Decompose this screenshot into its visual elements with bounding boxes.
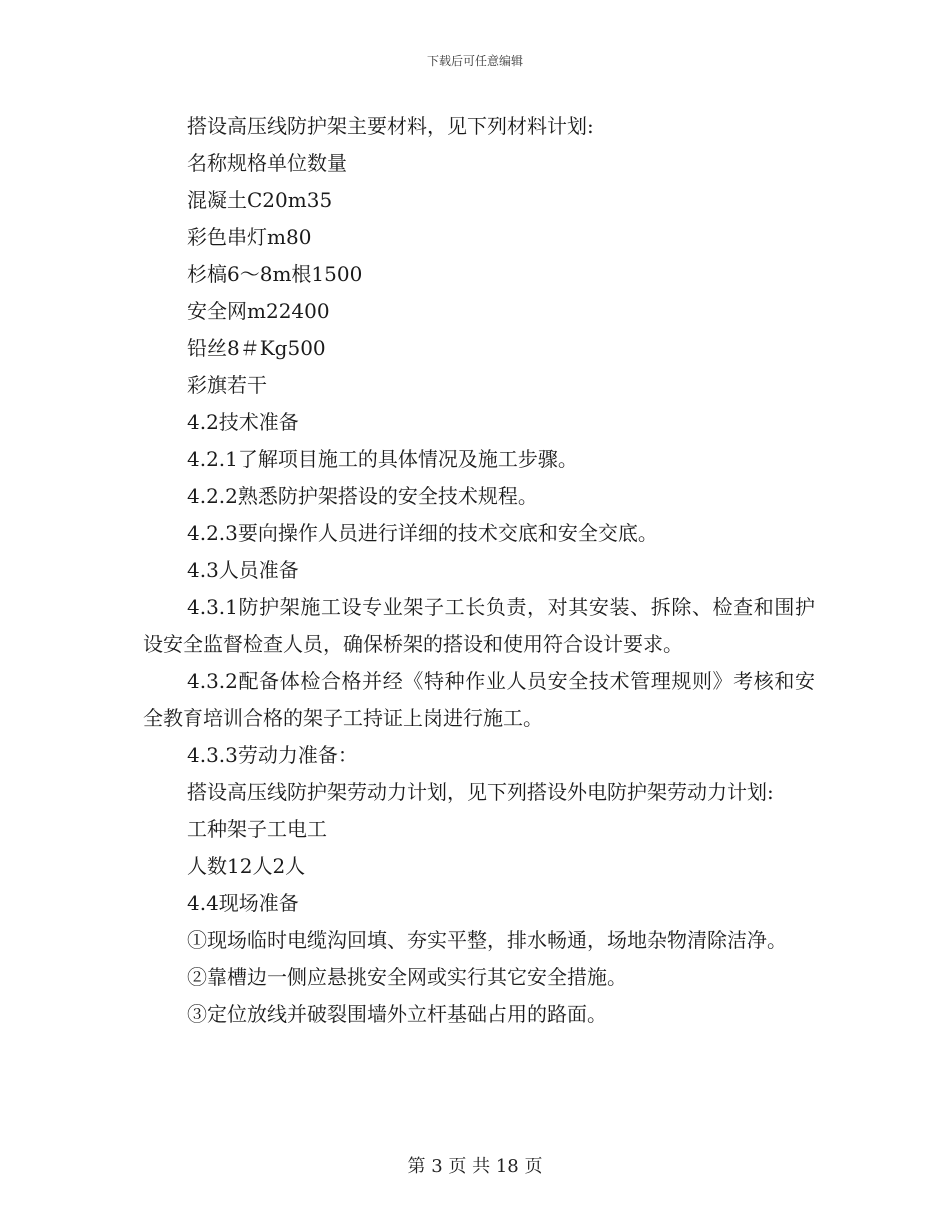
item-4-3-2: 4.3.2配备体检合格并经《特种作业人员安全技术管理规则》考核和安全教育培训合格的架子工持证上岗进行施工。 [143,669,815,730]
page-header: 下载后可任意编辑 [426,54,523,68]
item-4-2-2: 4.2.2熟悉防护架搭设的安全技术规程。 [187,484,538,508]
material-row-poles: 杉槁6～8m根1500 [187,262,363,286]
materials-intro: 搭设高压线防护架主要材料，见下列材料计划: [187,114,594,138]
site-prep-item-3: ③定位放线并破裂围墙外立杆基础占用的路面。 [187,1002,607,1026]
section-heading-4-3: 4.3人员准备 [187,558,299,582]
labor-table-row: 人数12人2人 [187,854,306,878]
item-4-3-1: 4.3.1防护架施工设专业架子工长负责，对其安装、拆除、检查和围护设安全监督检查人员，确保桥架的搭设和使用符合设计要求。 [143,595,815,656]
labor-plan-intro: 搭设高压线防护架劳动力计划，见下列搭设外电防护架劳动力计划: [187,780,774,804]
document-body [143,108,815,1033]
item-4-2-1: 4.2.1了解项目施工的具体情况及施工步骤。 [187,447,578,471]
page-footer: 第 3 页 共 18 页 [407,1156,543,1177]
material-row-string-lights: 彩色串灯m80 [187,225,312,249]
material-row-flags: 彩旗若干 [187,373,267,397]
section-heading-4-2: 4.2技术准备 [187,410,299,434]
site-prep-item-1: ①现场临时电缆沟回填、夯实平整，排水畅通，场地杂物清除洁净。 [187,928,787,952]
item-4-2-3: 4.2.3要向操作人员进行详细的技术交底和安全交底。 [187,521,658,545]
section-heading-4-4: 4.4现场准备 [187,891,299,915]
labor-table-header: 工种架子工电工 [187,817,327,841]
site-prep-item-2: ②靠槽边一侧应悬挑安全网或实行其它安全措施。 [187,965,627,989]
material-row-wire: 铅丝8＃Kg500 [187,336,326,360]
materials-table-header: 名称规格单位数量 [187,151,347,175]
item-4-3-3: 4.3.3劳动力准备： [187,743,358,767]
material-row-concrete: 混凝土C20m35 [187,188,333,212]
material-row-safety-net: 安全网m22400 [187,299,330,323]
